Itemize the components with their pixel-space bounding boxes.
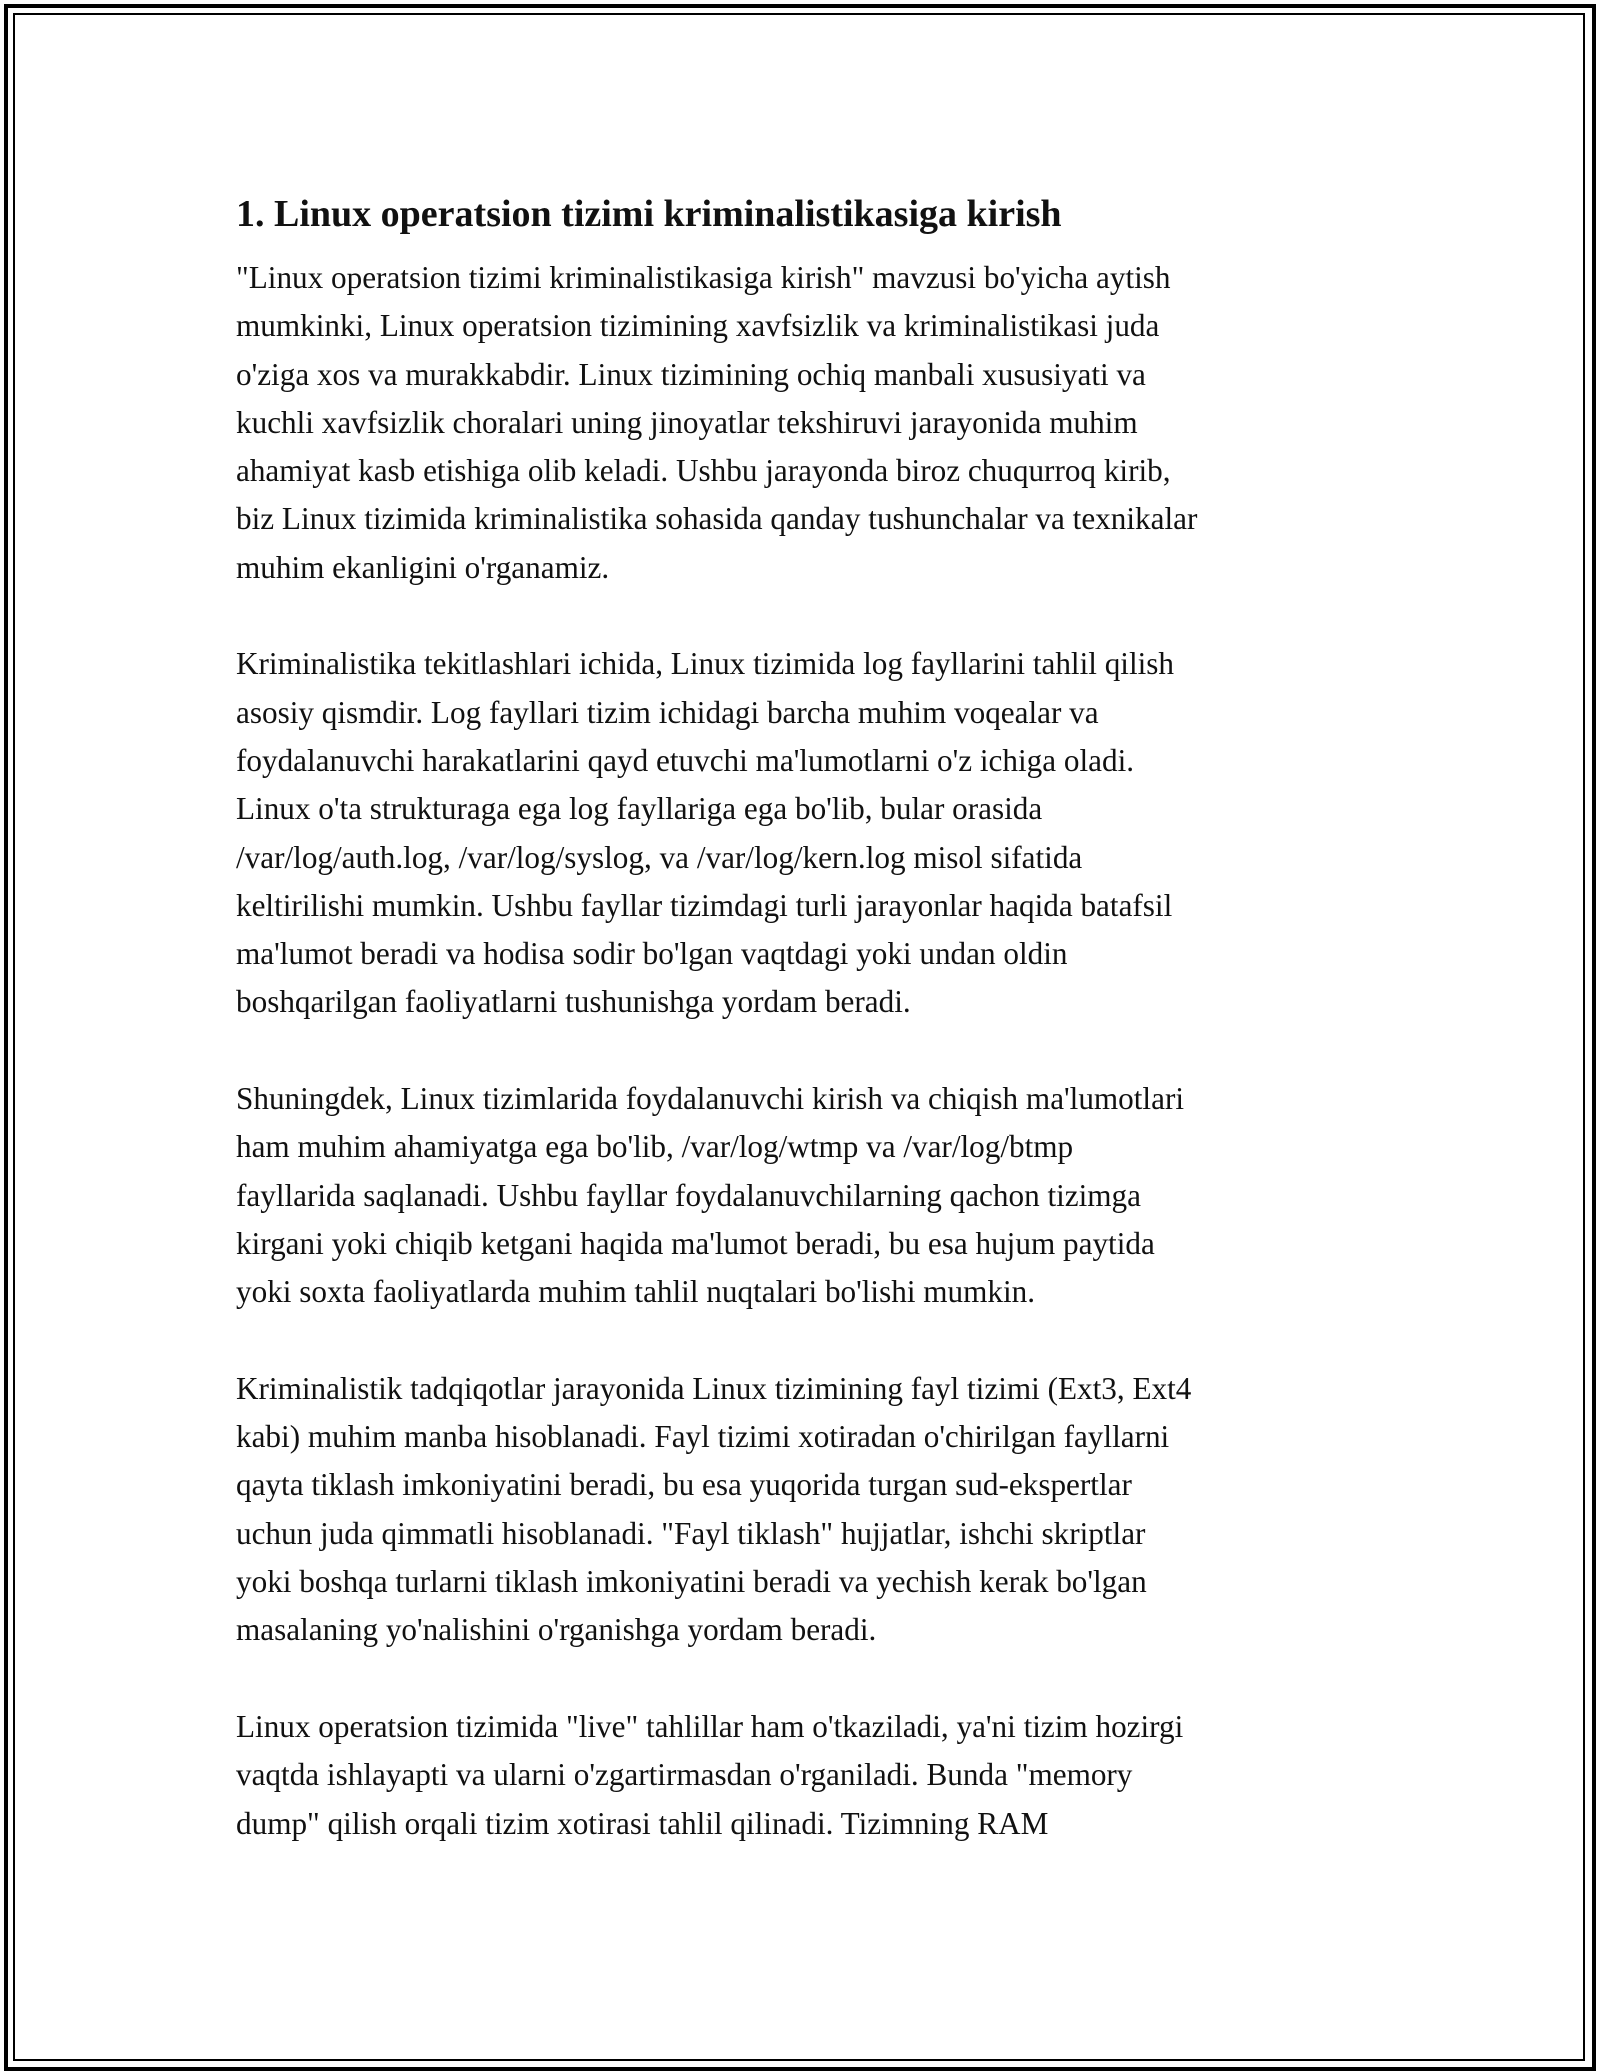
paragraph-file-system: Kriminalistik tadqiqotlar jarayonida Linux tizimining fayl tizimi (Ext3, Ext4 kabi) muhim manba hisoblanadi. Fayl tizimi xotiradan o'chirilgan fayllarni qayta tiklash imkoniyatini beradi, bu esa yuqorida turgan sud-ekspertlar uchun juda qimmatli hisoblanadi. "Fayl tiklash" hujjatlar, ishchi skriptlar yoki boshqa turlarni tiklash imkoniyatini beradi va yechish kerak bo'lgan masalaning yo'nalishini o'rganishga yordam beradi. [236, 1370, 1192, 1648]
paragraph-live-analysis: Linux operatsion tizimida "live" tahlillar ham o'tkaziladi, ya'ni tizim hozirgi vaqtda ishlayapti va ularni o'zgartirmasdan o'rganiladi. Bunda "memory dump" qilish orqali tizim xotirasi tahlil qilinadi. Tizimning RAM [236, 1708, 1184, 1841]
paragraph-login-records: Shuningdek, Linux tizimlarida foydalanuvchi kirish va chiqish ma'lumotlari ham muhim ahamiyatga ega bo'lib, /var/log/wtmp va /var/log/btmp fayllarida saqlanadi. Ushbu fayllar foydalanuvchilarning qachon tizimga kirgani yoki chiqib ketgani haqida ma'lumot beradi, bu esa hujum paytida yoki soxta faoliyatlarda muhim tahlil nuqtalari bo'lishi mumkin. [236, 1081, 1184, 1310]
paragraph-log-files: Kriminalistika tekitlashlari ichida, Linux tizimida log fayllarini tahlil qilish asosiy qismdir. Log fayllari tizim ichidagi barcha muhim voqealar va foydalanuvchi harakatlarini qayd etuvchi ma'lumotlarni o'z ichiga oladi. Linux o'ta strukturaga ega log fayllariga ega bo'lib, bular orasida /var/log/auth.log, /var/log/syslog, va /var/log/kern.log misol sifatida keltirilishi mumkin. Ushbu fayllar tizimdagi turli jarayonlar haqida batafsil ma'lumot beradi va hodisa sodir bo'lgan vaqtdagi yoki undan oldin boshqarilgan faoliyatlarni tushunishga yordam beradi. [236, 646, 1175, 1020]
paragraph-intro: "Linux operatsion tizimi kriminalistikasiga kirish" mavzusi bo'yicha aytish mumkinki, Linux operatsion tizimining xavfsizlik va kriminalistikasi juda o'ziga xos va murakkabdir. Linux tizimining ochiq manbali xususiyati va kuchli xavfsizlik choralari uning jinoyatlar tekshiruvi jarayonida muhim ahamiyat kasb etishiga olib keladi. Ushbu jarayonda biroz chuqurroq kirib, biz Linux tizimida kriminalistika sohasida qanday tushunchalar va texnikalar muhim ekanligini o'rganamiz. [236, 260, 1198, 585]
document-body [236, 186, 1376, 1896]
section-heading: 1. Linux operatsion tizimi kriminalistikasiga kirish [236, 193, 1062, 235]
